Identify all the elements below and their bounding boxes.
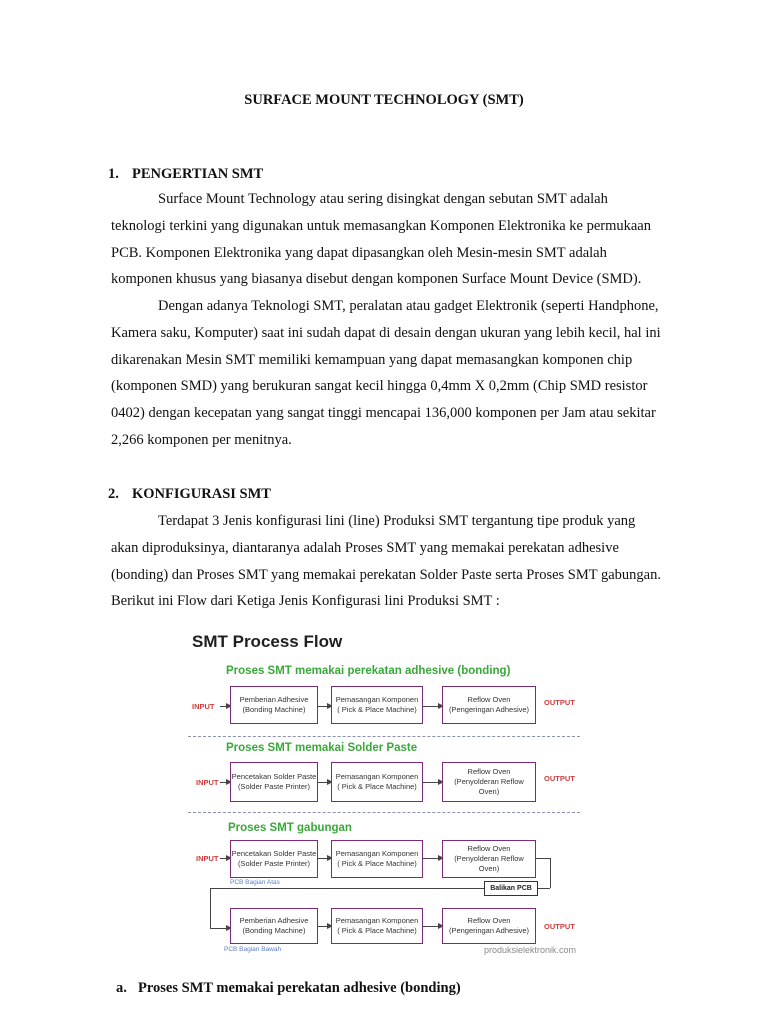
- text-line: akan diproduksinya, diantaranya adalah Proses SMT yang memakai perekatan adhesive: [111, 539, 619, 556]
- arrow: [423, 926, 442, 927]
- section-2-paragraph-1: [111, 508, 685, 615]
- process-box: [442, 762, 536, 802]
- input-label: INPUT: [196, 854, 219, 863]
- arrow: [210, 928, 230, 929]
- text-line: teknologi terkini yang digunakan untuk memasangkan Komponen Elektronika ke permukaan: [111, 217, 651, 234]
- arrow: [220, 782, 230, 783]
- arrow: [220, 858, 230, 859]
- text-line: [111, 508, 685, 535]
- box-title: Pemasangan Komponen: [335, 916, 419, 925]
- process-box: [442, 908, 536, 944]
- process-box: [230, 840, 318, 878]
- pcb-bottom-note: PCB Bagian Bawah: [224, 946, 282, 953]
- box-title: Reflow Oven: [467, 844, 511, 853]
- box-title: Pemberian Adhesive: [239, 916, 309, 925]
- process-box: [331, 686, 423, 724]
- connector-line: [536, 858, 550, 859]
- arrow: [220, 706, 230, 707]
- process-box: [230, 908, 318, 944]
- box-title: Pencetakan Solder Paste: [231, 849, 317, 858]
- box-title: Reflow Oven: [467, 916, 511, 925]
- text-line: komponen khusus yang biasanya disebut dengan komponen Surface Mount Device (SMD).: [111, 271, 642, 288]
- line-text: Dengan adanya Teknologi SMT, peralatan atau gadget Elektronik (seperti Handphone,: [158, 298, 659, 314]
- subheading-a-number: a.: [116, 980, 127, 996]
- process-box: [442, 686, 536, 724]
- connector-line: [210, 888, 484, 889]
- process-box: [331, 908, 423, 944]
- connector-line: [538, 888, 550, 889]
- subheading-a-text: Proses SMT memakai perekatan adhesive (bonding): [138, 980, 461, 996]
- process-box: [331, 762, 423, 802]
- box-subtitle: (Penyolderan Reflow Oven): [454, 854, 524, 873]
- box-title: Pemasangan Komponen: [335, 849, 419, 858]
- arrow: [318, 782, 331, 783]
- text-line: [111, 293, 685, 320]
- input-label: INPUT: [192, 702, 215, 711]
- box-title: Pemasangan Komponen: [335, 695, 419, 704]
- output-label: OUTPUT: [544, 698, 575, 707]
- input-label: INPUT: [196, 778, 219, 787]
- text-line: dikarenakan Mesin SMT memiliki kemampuan yang dapat memasangkan komponen chip: [111, 351, 633, 368]
- section-1-title: PENGERTIAN SMT: [132, 166, 264, 182]
- process-box: [230, 686, 318, 724]
- text-line: Berikut ini Flow dari Ketiga Jenis Konfigurasi lini Produksi SMT :: [111, 593, 500, 610]
- section-1-heading: [108, 166, 263, 183]
- section-1-paragraph-1: [111, 186, 685, 293]
- box-subtitle: ( Pick & Place Machine): [337, 859, 417, 868]
- box-title: Reflow Oven: [467, 695, 511, 704]
- arrow: [318, 706, 331, 707]
- section-a-label: Proses SMT memakai perekatan adhesive (bonding): [226, 665, 511, 677]
- box-title: Pemasangan Komponen: [335, 772, 419, 781]
- smt-process-flow-figure: [188, 628, 588, 960]
- line-text: Terdapat 3 Jenis konfigurasi lini (line) Produksi SMT tergantung tipe produk yang: [158, 513, 636, 529]
- text-line: 0402) dengan kecepatan yang sangat tinggi mencapai 136,000 komponen per Jam atau sekitar: [111, 405, 656, 422]
- text-line: 2,266 komponen per menitnya.: [111, 431, 292, 448]
- box-subtitle: (Solder Paste Printer): [237, 859, 311, 868]
- section-2-heading: [108, 486, 271, 503]
- connector-line: [210, 888, 211, 928]
- text-line: (komponen SMD) yang berukuran sangat kecil hingga 0,4mm X 0,2mm (Chip SMD resistor: [111, 378, 648, 395]
- box-subtitle: ( Pick & Place Machine): [337, 705, 417, 714]
- balikan-pcb-box: Balikan PCB: [484, 881, 538, 896]
- box-subtitle: (Solder Paste Printer): [237, 782, 311, 791]
- connector-line: [550, 858, 551, 888]
- section-c-label: Proses SMT gabungan: [228, 822, 352, 834]
- process-box: [230, 762, 318, 802]
- arrow: [423, 782, 442, 783]
- box-subtitle: ( Pick & Place Machine): [337, 782, 417, 791]
- output-label: OUTPUT: [544, 774, 575, 783]
- document-title: SURFACE MOUNT TECHNOLOGY (SMT): [244, 92, 524, 108]
- text-line: (bonding) dan Proses SMT yang memakai perekatan Solder Paste serta Proses SMT gabungan.: [111, 566, 661, 583]
- box-subtitle: (Pengeringan Adhesive): [448, 926, 530, 935]
- text-line: Kamera saku, Komputer) saat ini sudah dapat di desain dengan ukuran yang lebih kecil, hal ini: [111, 324, 661, 341]
- section-divider: [188, 812, 580, 813]
- box-subtitle: (Penyolderan Reflow Oven): [454, 777, 524, 796]
- process-box: [331, 840, 423, 878]
- box-subtitle: (Bonding Machine): [242, 705, 306, 714]
- box-title: Pemberian Adhesive: [239, 695, 309, 704]
- line-text: Surface Mount Technology atau sering disingkat dengan sebutan SMT adalah: [158, 191, 608, 207]
- box-subtitle: (Pengeringan Adhesive): [448, 705, 530, 714]
- section-1-paragraph-2: [111, 293, 685, 454]
- section-b-label: Proses SMT memakai Solder Paste: [226, 742, 418, 754]
- section-2-title: KONFIGURASI SMT: [132, 486, 271, 502]
- section-divider: [188, 736, 580, 737]
- arrow: [423, 706, 442, 707]
- box-title: Pencetakan Solder Paste: [231, 772, 317, 781]
- section-1-number: 1.: [108, 166, 119, 182]
- arrow: [318, 858, 331, 859]
- process-box: [442, 840, 536, 878]
- box-subtitle: ( Pick & Place Machine): [337, 926, 417, 935]
- figure-title: SMT Process Flow: [192, 632, 343, 651]
- text-line: [111, 186, 685, 213]
- section-2-number: 2.: [108, 486, 119, 502]
- box-subtitle: (Bonding Machine): [242, 926, 306, 935]
- output-label: OUTPUT: [544, 922, 575, 931]
- watermark: produksielektronik.com: [484, 945, 577, 955]
- box-title: Reflow Oven: [467, 767, 511, 776]
- text-line: PCB. Komponen Elektronika yang dapat dipasangkan oleh Mesin-mesin SMT adalah: [111, 244, 607, 261]
- arrow: [318, 926, 331, 927]
- subheading-a: [116, 980, 461, 997]
- arrow: [423, 858, 442, 859]
- pcb-top-note: PCB Bagian Atas: [230, 879, 280, 886]
